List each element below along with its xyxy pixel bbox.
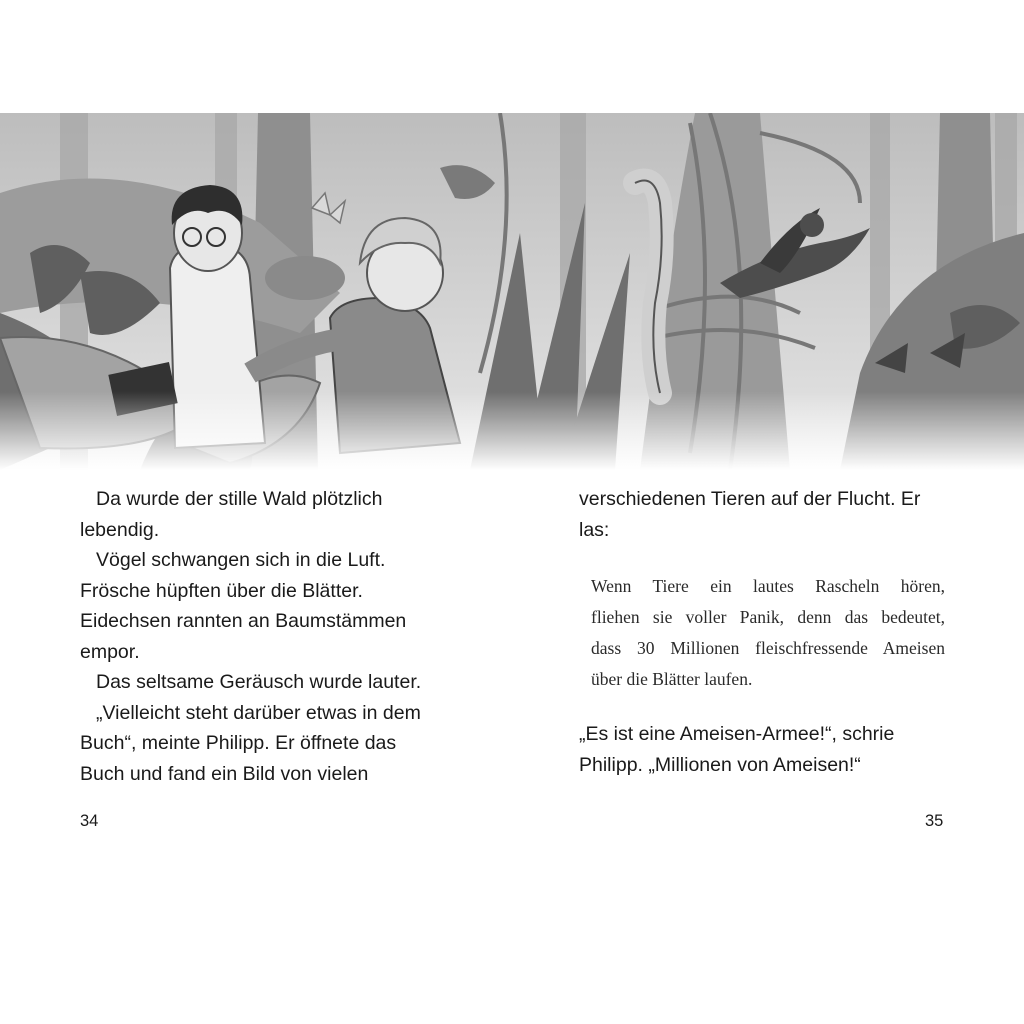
text-line: lebendig. (80, 518, 160, 541)
paragraph (80, 698, 480, 790)
paragraph (80, 667, 480, 698)
text-line: „Es ist eine Ameisen-Armee!“, schrie (579, 723, 895, 745)
text-line: las: (579, 518, 610, 541)
text-line: empor. (80, 640, 140, 663)
text-line: Da wurde der stille Wald plötzlich (96, 488, 383, 510)
paragraph (579, 484, 959, 545)
excerpt-line: fliehen sie voller Panik, denn das bedeutet, (591, 607, 945, 627)
text-line: Vögel schwangen sich in die Luft. (96, 549, 386, 571)
paragraph (579, 719, 959, 780)
text-line: verschiedenen Tieren auf der Flucht. Er (579, 488, 921, 510)
paragraph (80, 545, 480, 667)
text-line: Eidechsen rannten an Baumstämmen (80, 610, 407, 632)
right-page-text (579, 484, 959, 780)
page-number-left: 34 (80, 812, 99, 830)
text-line: Buch“, meinte Philipp. Er öffnete das (80, 732, 397, 754)
jungle-illustration-svg (0, 113, 1024, 470)
left-page-text (80, 484, 480, 789)
jungle-illustration (0, 113, 1024, 470)
excerpt-line: über die Blätter laufen. (591, 669, 753, 689)
text-line: Buch und fand ein Bild von vielen (80, 762, 369, 785)
text-line: Das seltsame Geräusch wurde lauter. (96, 671, 422, 693)
text-line: „Vielleicht steht darüber etwas in dem (96, 701, 421, 724)
book-excerpt (591, 571, 945, 695)
excerpt-line: dass 30 Millionen fleischfressende Ameisen (591, 638, 945, 658)
page-number-right: 35 (925, 812, 944, 830)
text-line: Frösche hüpften über die Blätter. (80, 579, 363, 602)
excerpt-line: Wenn Tiere ein lautes Rascheln hören, (591, 576, 945, 596)
paragraph (80, 484, 480, 545)
text-line: Philipp. „Millionen von Ameisen!“ (579, 753, 861, 776)
